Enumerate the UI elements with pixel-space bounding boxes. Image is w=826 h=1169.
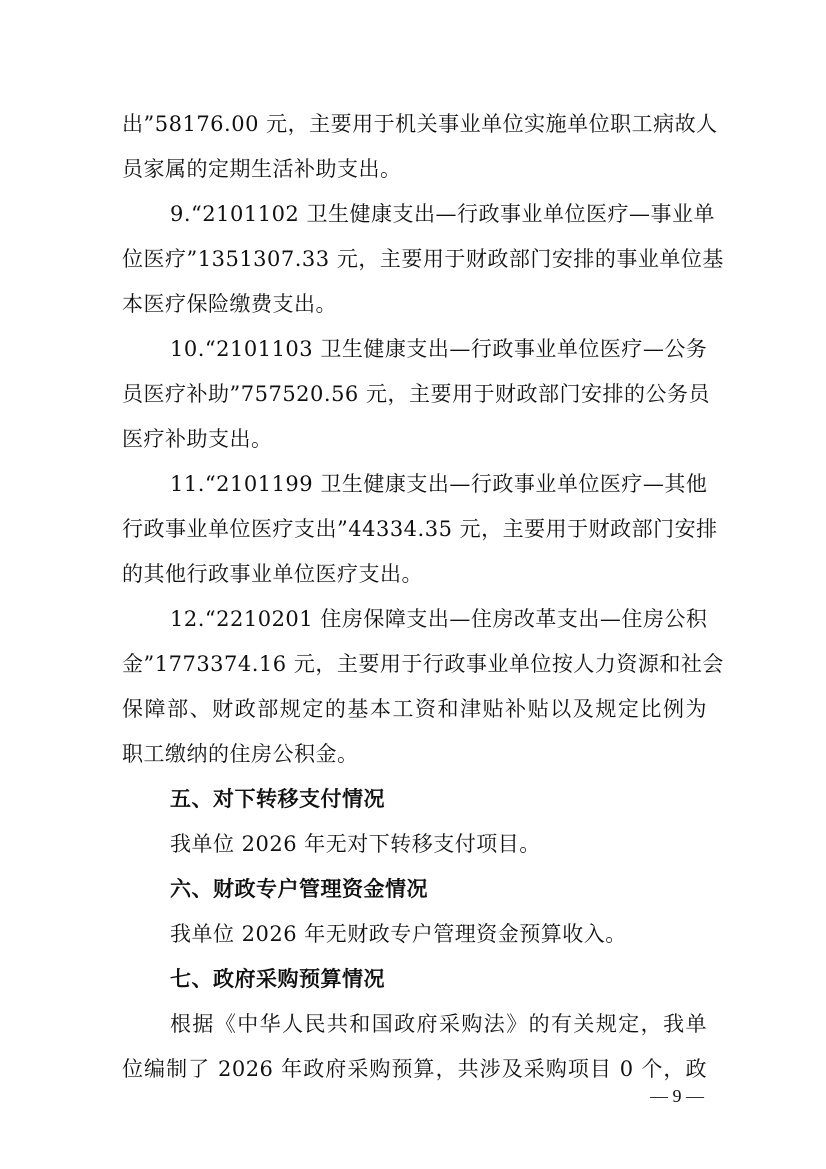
page-number: — 9 — bbox=[650, 1086, 704, 1106]
body-text-line: 职工缴纳的住房公积金。 bbox=[122, 742, 359, 766]
body-text-line: 位医疗”1351307.33 元，主要用于财政部门安排的事业单位基 bbox=[122, 247, 724, 271]
body-text-line: 行政事业单位医疗支出”44334.35 元，主要用于财政部门安排 bbox=[122, 517, 718, 541]
body-text-line: 出”58176.00 元，主要用于机关事业单位实施单位职工病故人 bbox=[122, 112, 718, 136]
body-text-line: 保障部、财政部规定的基本工资和津贴补贴以及规定比例为 bbox=[122, 697, 707, 721]
body-text-line: 的其他行政事业单位医疗支出。 bbox=[122, 562, 423, 586]
body-text-line: 医疗补助支出。 bbox=[122, 427, 273, 451]
body-text-line: 12.“2210201 住房保障支出—住房改革支出—住房公积 bbox=[170, 607, 708, 631]
section-heading: 六、财政专户管理资金情况 bbox=[170, 877, 428, 901]
section-heading: 七、政府采购预算情况 bbox=[170, 967, 385, 991]
body-text-line: 我单位 2026 年无财政专户管理资金预算收入。 bbox=[170, 922, 627, 946]
body-text-line: 本医疗保险缴费支出。 bbox=[122, 292, 337, 316]
body-text-line: 根据《中华人民共和国政府采购法》的有关规定，我单 bbox=[170, 1012, 707, 1036]
body-text-line: 员医疗补助”757520.56 元，主要用于财政部门安排的公务员 bbox=[122, 382, 710, 406]
body-text-line: 位编制了 2026 年政府采购预算，共涉及采购项目 0 个，政 bbox=[122, 1057, 707, 1081]
body-text-line: 9.“2101102 卫生健康支出—行政事业单位医疗—事业单 bbox=[170, 202, 715, 226]
section-heading: 五、对下转移支付情况 bbox=[170, 787, 385, 811]
body-text-line: 金”1773374.16 元，主要用于行政事业单位按人力资源和社会 bbox=[122, 652, 724, 676]
body-text-line: 员家属的定期生活补助支出。 bbox=[122, 157, 402, 181]
body-text-line: 我单位 2026 年无对下转移支付项目。 bbox=[170, 832, 541, 856]
body-text-line: 10.“2101103 卫生健康支出—行政事业单位医疗—公务 bbox=[170, 337, 708, 361]
body-text-line: 11.“2101199 卫生健康支出—行政事业单位医疗—其他 bbox=[170, 472, 708, 496]
